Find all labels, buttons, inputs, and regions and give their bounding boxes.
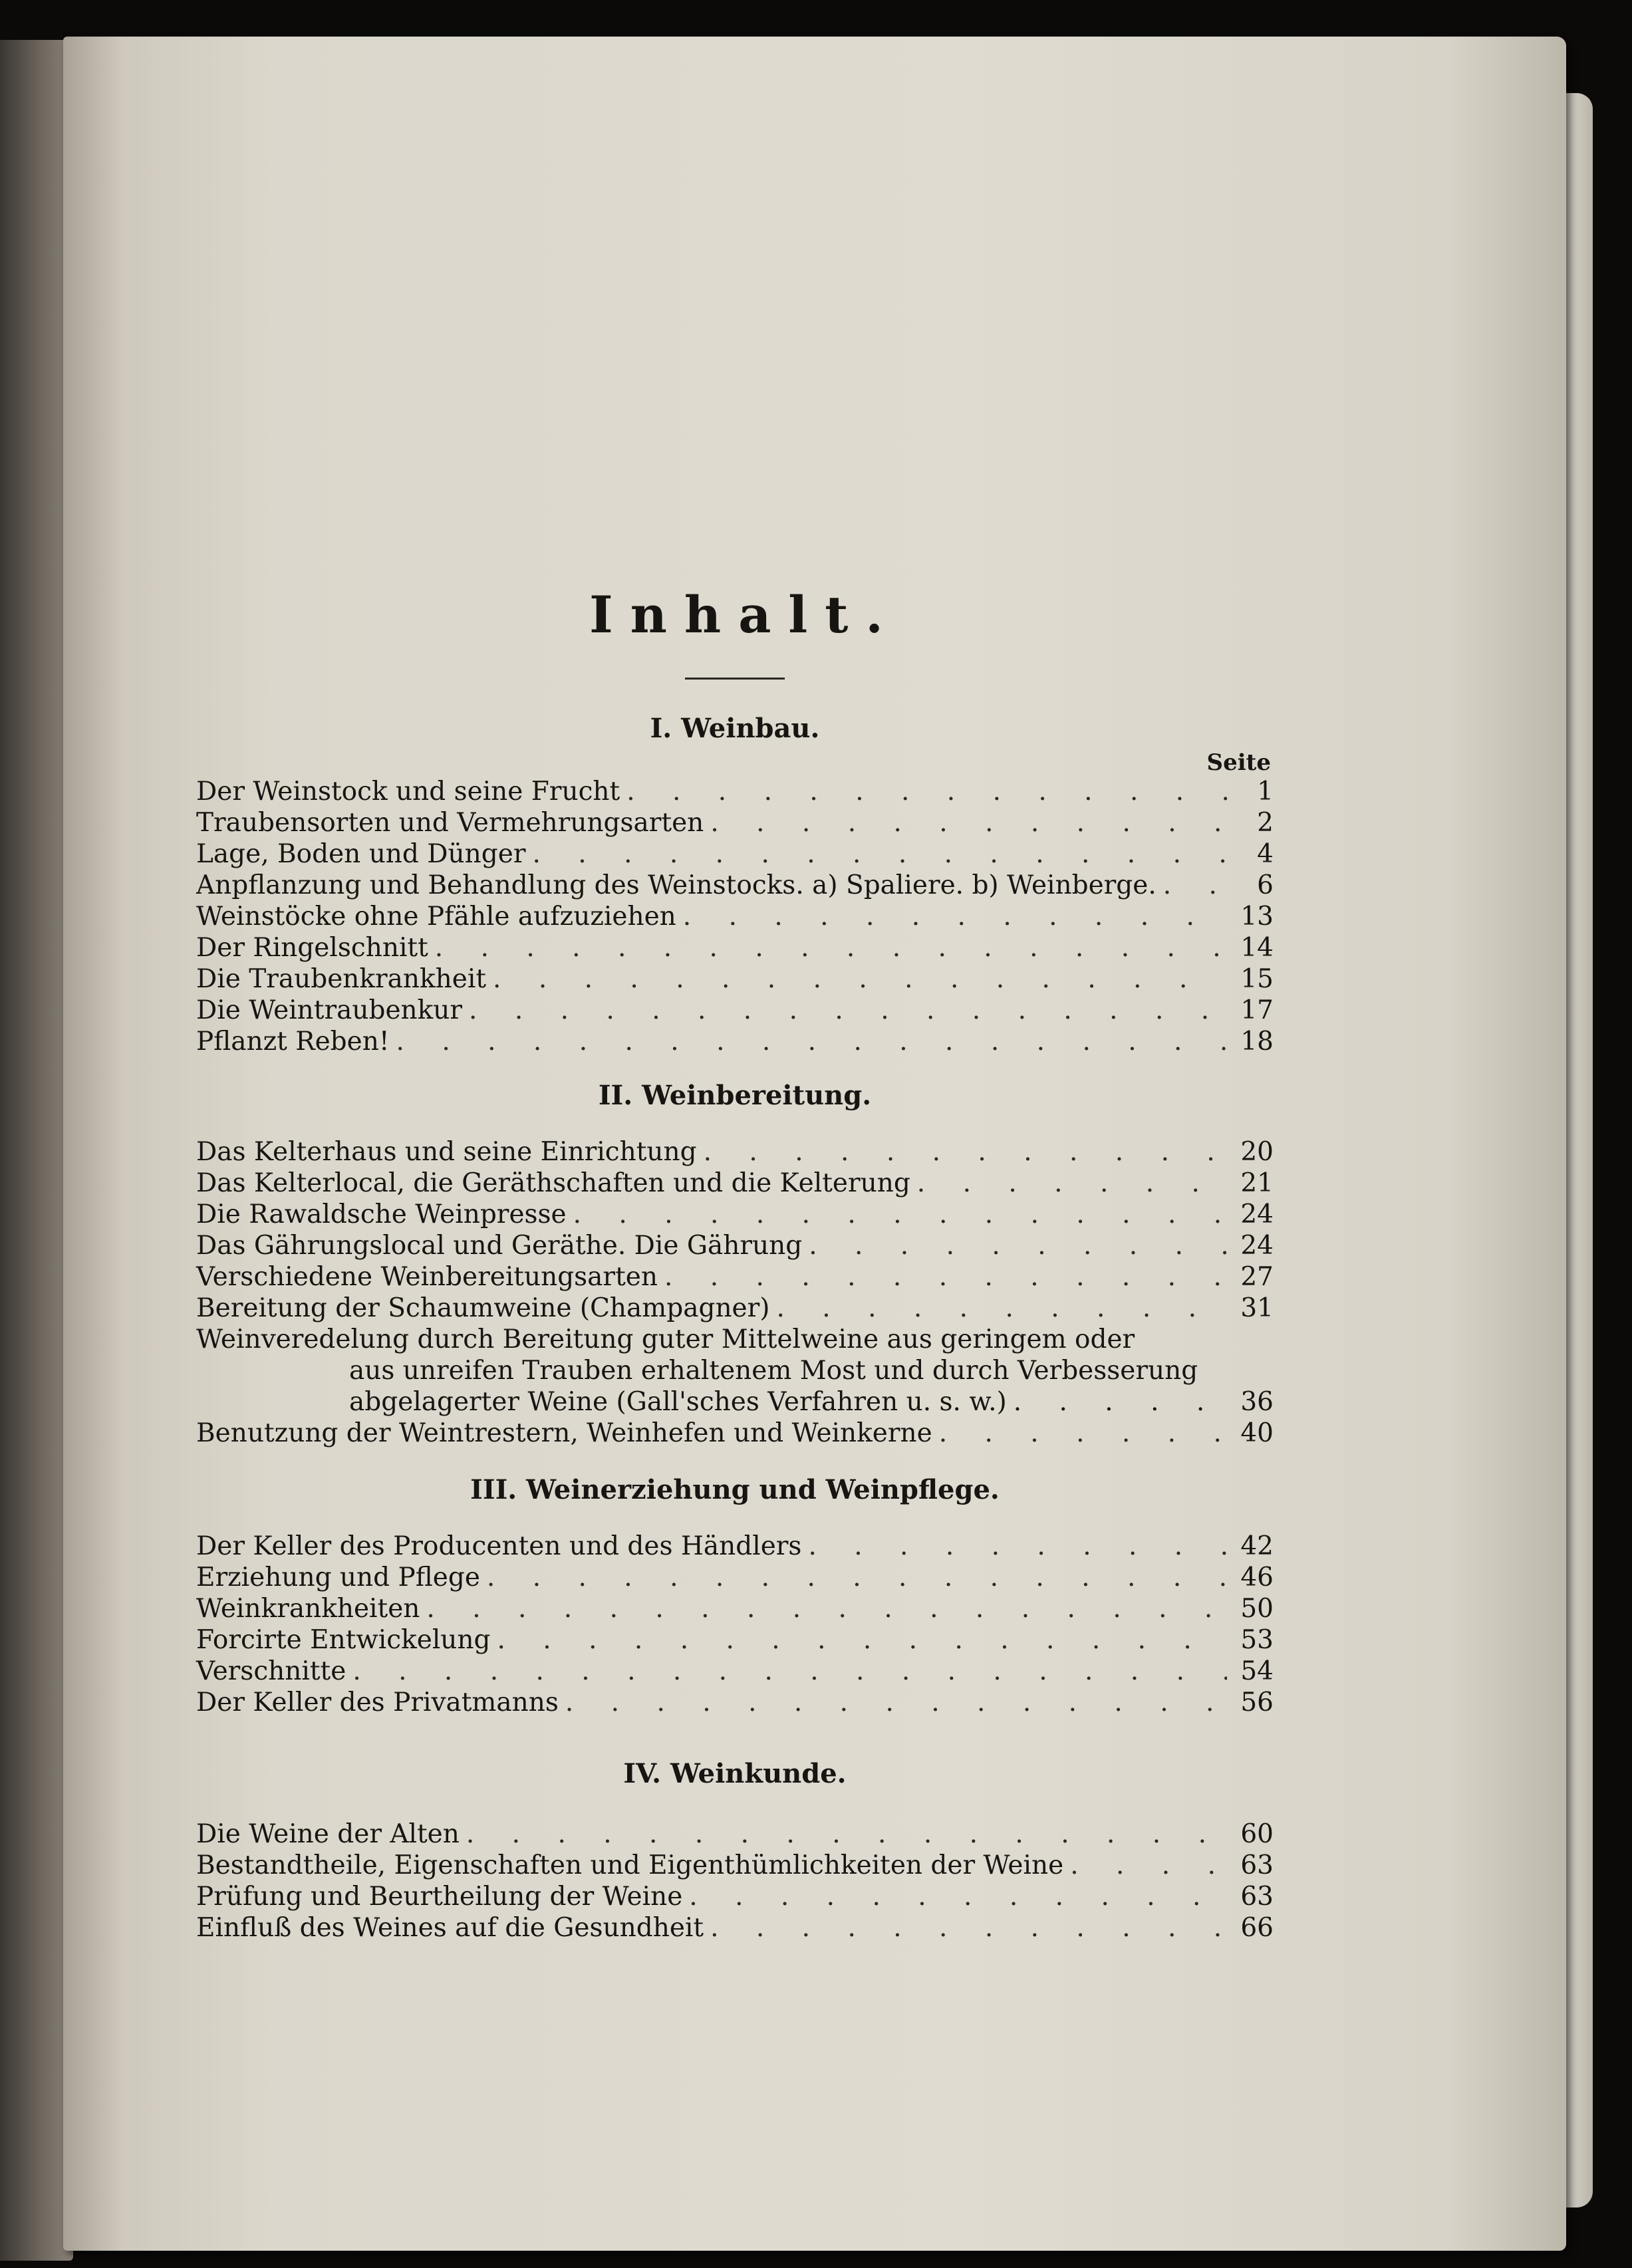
leader-dots (352, 1656, 1227, 1687)
entry-title: Prüfung und Beurtheilung der Weine (196, 1882, 683, 1912)
entry-page: 53 (1240, 1625, 1274, 1655)
leader-dots (573, 1199, 1227, 1230)
leader-dots (689, 1881, 1227, 1912)
section-2 (196, 1080, 1274, 1449)
toc-entry (196, 1687, 1274, 1718)
toc-entry (196, 1593, 1274, 1624)
entry-title-line-1: Weinveredelung durch Bereitung guter Mittelweine aus geringem oder (196, 1324, 1135, 1354)
toc-entry (196, 1850, 1274, 1881)
entry-title: Die Traubenkrankheit (196, 964, 487, 994)
entry-title: abgelagerter Weine (Gall'sches Verfahren u. s. w.) (349, 1387, 1007, 1417)
entry-page: 13 (1240, 902, 1274, 932)
leader-dots (939, 1418, 1227, 1449)
leader-dots (710, 807, 1227, 838)
entry-title: Das Kelterlocal, die Geräthschaften und die Kelterung (196, 1168, 910, 1198)
entry-title: Verschiedene Weinbereitungsarten (196, 1262, 658, 1292)
toc-entry (196, 1230, 1274, 1261)
entry-title: Pflanzt Reben! (196, 1027, 390, 1057)
entry-title: Einfluß des Weines auf die Gesundheit (196, 1913, 704, 1943)
leader-dots (710, 1912, 1227, 1944)
entry-title: Weinstöcke ohne Pfähle aufzuziehen (196, 902, 676, 932)
entry-page: 63 (1240, 1882, 1274, 1912)
entry-title: Das Kelterhaus und seine Einrichtung (196, 1137, 697, 1167)
entry-title: Der Ringelschnitt (196, 933, 428, 963)
leader-dots (809, 1230, 1227, 1261)
entry-page: 60 (1240, 1819, 1274, 1849)
toc-entry (196, 1819, 1274, 1850)
entry-page: 54 (1240, 1656, 1274, 1686)
entry-page: 18 (1240, 1027, 1274, 1057)
section-heading: IV. Weinkunde. (623, 1758, 847, 1789)
toc-entry (196, 1168, 1274, 1199)
toc-entry (196, 870, 1274, 901)
leader-dots (777, 1293, 1228, 1324)
entry-title: Die Rawaldsche Weinpresse (196, 1199, 567, 1229)
page-title: Inhalt. (589, 585, 900, 644)
entry-title: Weinkrankheiten (196, 1594, 420, 1624)
toc-entry (196, 1136, 1274, 1168)
entry-page: 36 (1240, 1387, 1274, 1417)
entry-title-line-3 (196, 1386, 1274, 1418)
entry-page: 21 (1240, 1168, 1274, 1198)
leader-dots (493, 963, 1227, 995)
toc-entry (196, 838, 1274, 870)
entry-list (196, 776, 1274, 1057)
leader-dots (626, 776, 1227, 807)
entry-page: 17 (1240, 995, 1274, 1025)
toc-entry (196, 1418, 1274, 1449)
entry-page: 66 (1240, 1913, 1274, 1943)
leader-dots (664, 1261, 1227, 1293)
entry-page: 63 (1240, 1850, 1274, 1880)
toc-entry (196, 1199, 1274, 1230)
entry-title: Der Weinstock und seine Frucht (196, 777, 620, 807)
leader-dots (532, 838, 1227, 870)
entry-list (196, 1531, 1274, 1718)
entry-page: 42 (1240, 1531, 1274, 1561)
section-heading: I. Weinbau. (650, 713, 820, 744)
toc-entry (196, 1026, 1274, 1057)
leader-dots (1014, 1386, 1227, 1418)
toc-entry (196, 807, 1274, 838)
section-3 (196, 1474, 1274, 1718)
entry-title: Erziehung und Pflege (196, 1563, 480, 1592)
toc-entry (196, 995, 1274, 1026)
entry-title: Anpflanzung und Behandlung des Weinstocks. a) Spaliere. b) Weinberge. (196, 870, 1156, 900)
leader-dots (917, 1168, 1227, 1199)
toc-entry (196, 1624, 1274, 1656)
toc-entry (196, 1881, 1274, 1912)
entry-title: Benutzung der Weintrestern, Weinhefen und Weinkerne (196, 1418, 932, 1448)
title-divider (685, 678, 785, 680)
entry-title: Verschnitte (196, 1656, 346, 1686)
section-heading: II. Weinbereitung. (598, 1080, 872, 1111)
entry-page: 14 (1240, 933, 1274, 963)
leader-dots (469, 995, 1227, 1026)
entry-title: Bereitung der Schaumweine (Champagner) (196, 1293, 770, 1323)
entry-title: Forcirte Entwickelung (196, 1625, 491, 1655)
entry-page: 6 (1257, 870, 1274, 900)
toc-entry (196, 963, 1274, 995)
entry-page: 20 (1240, 1137, 1274, 1167)
entry-list (196, 1136, 1274, 1324)
toc-entry-multiline (196, 1324, 1274, 1418)
section-1 (196, 713, 1274, 1057)
entry-page: 40 (1240, 1418, 1274, 1448)
entry-page: 46 (1240, 1563, 1274, 1592)
entry-title: Lage, Boden und Dünger (196, 839, 526, 869)
leader-dots (565, 1687, 1227, 1718)
table-of-contents (196, 585, 1274, 1944)
entry-list (196, 1819, 1274, 1944)
entry-title: Das Gährungslocal und Geräthe. Die Gährung (196, 1231, 803, 1261)
entry-page: 24 (1240, 1231, 1274, 1261)
entry-page: 15 (1240, 964, 1274, 994)
leader-dots (497, 1624, 1227, 1656)
toc-entry (196, 1912, 1274, 1944)
toc-entry (196, 901, 1274, 932)
entry-title: Der Keller des Privatmanns (196, 1688, 559, 1717)
entry-page: 4 (1257, 839, 1274, 869)
toc-entry (196, 1531, 1274, 1562)
entry-page: 24 (1240, 1199, 1274, 1229)
book-cover-edge (0, 40, 73, 2261)
entry-title: Die Weine der Alten (196, 1819, 460, 1849)
entry-title: Die Weintraubenkur (196, 995, 463, 1025)
entry-title: Bestandtheile, Eigenschaften und Eigenthümlichkeiten der Weine (196, 1850, 1064, 1880)
toc-entry (196, 1293, 1274, 1324)
leader-dots (396, 1026, 1227, 1057)
leader-dots (808, 1531, 1227, 1562)
entry-page: 27 (1240, 1262, 1274, 1292)
toc-entry (196, 1261, 1274, 1293)
toc-entry (196, 1656, 1274, 1687)
entry-page: 56 (1240, 1688, 1274, 1717)
leader-dots (1070, 1850, 1227, 1881)
section-heading: III. Weinerziehung und Weinpflege. (470, 1474, 1000, 1505)
entry-page: 2 (1257, 808, 1274, 838)
leader-dots (466, 1819, 1227, 1850)
section-4 (196, 1758, 1274, 1944)
leader-dots (435, 932, 1227, 963)
entry-title-line-2: aus unreifen Trauben erhaltenem Most und durch Verbesserung (349, 1356, 1198, 1386)
toc-entry (196, 776, 1274, 807)
toc-entry (196, 1562, 1274, 1593)
leader-dots (683, 901, 1227, 932)
leader-dots (487, 1562, 1227, 1593)
entry-title: Der Keller des Producenten und des Händlers (196, 1531, 802, 1561)
page-column-label: Seite (1206, 749, 1271, 776)
entry-page: 1 (1257, 777, 1274, 807)
leader-dots (704, 1136, 1227, 1168)
entry-page: 31 (1240, 1293, 1274, 1323)
toc-entry (196, 932, 1274, 963)
entry-list (196, 1418, 1274, 1449)
entry-page: 50 (1240, 1594, 1274, 1624)
leader-dots (1163, 870, 1227, 901)
leader-dots (426, 1593, 1227, 1624)
entry-title: Traubensorten und Vermehrungsarten (196, 808, 704, 838)
